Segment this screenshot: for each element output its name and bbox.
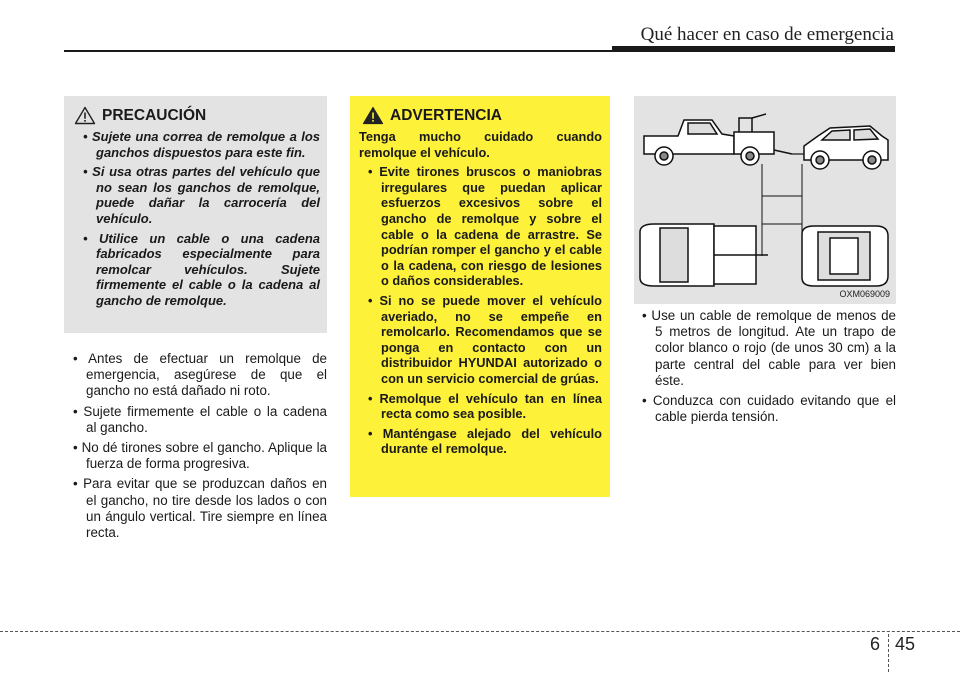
- header-rule: [64, 50, 614, 52]
- warning-triangle-icon: [362, 106, 384, 125]
- tow-truck-top: [640, 224, 768, 286]
- page-header-title: Qué hacer en caso de emergencia: [640, 24, 894, 45]
- caution-title: PRECAUCIÓN: [102, 106, 207, 124]
- caution-item: • Si usa otras partes del vehículo que no sean los ganchos de remolque, puede dañar la carrocería del vehículo.: [83, 164, 320, 226]
- warning-item: • Si no se puede mover el vehículo averiado, no se empeñe en remolcarlo. Recomendamos que se ponga en contacto con un distribuidor HYUNDAI autorizado o con un servicio comercial de grúas.: [368, 292, 602, 386]
- caution-item: • Sujete una correa de remolque a los ganchos dispuestos para este fin.: [83, 129, 320, 160]
- caution-triangle-icon: [74, 106, 96, 125]
- distance-marker: [762, 164, 802, 256]
- warning-box: [350, 96, 610, 497]
- chapter-number: 6: [870, 634, 881, 654]
- warning-item: • Manténgase alejado del vehículo durante el remolque.: [368, 425, 602, 457]
- list-item: • Conduzca con cuidado evitando que el cable pierda tensión.: [642, 393, 896, 425]
- caution-item: • Utilice un cable o una cadena fabricados especialmente para remolcar vehículos. Sujete firmemente el cable o la cadena al gancho de remolque.: [83, 230, 320, 308]
- list-item: • Sujete firmemente el cable o la cadena al gancho.: [73, 403, 327, 435]
- list-item: • No dé tirones sobre el gancho. Aplique la fuerza de forma progresiva.: [73, 440, 327, 472]
- caution-heading: [74, 106, 320, 125]
- list-item: • Para evitar que se produzcan daños en el gancho, no tire desde los lados o con un ángulo vertical. Tire siempre en línea recta.: [73, 476, 327, 541]
- warning-list: [359, 164, 602, 457]
- footer-separator: [888, 634, 889, 672]
- tow-truck-side: [644, 114, 792, 165]
- caution-box: [64, 96, 327, 333]
- warning-item: • Remolque el vehículo tan en línea recta como sea posible.: [368, 390, 602, 422]
- figure-code: OXM069009: [839, 289, 890, 299]
- warning-heading: [362, 106, 602, 125]
- towing-illustration: [634, 96, 896, 304]
- caution-list: [74, 129, 320, 309]
- warning-intro: Tenga mucho cuidado cuando remolque el vehículo.: [359, 129, 602, 160]
- right-bullet-list: [633, 308, 896, 429]
- warning-item: • Evite tirones bruscos o maniobras irregulares que puedan aplicar esfuerzos excesivos sobre el gancho de remolque y sobre el cable o la cadena de arrastre. Se podrían romper el gancho y el cable o la cadena, con riesgo de lesiones o daños considerables.: [368, 164, 602, 289]
- suv-top: [802, 226, 888, 286]
- footer-rule: [0, 631, 960, 632]
- warning-title: ADVERTENCIA: [390, 106, 502, 124]
- list-item: • Antes de efectuar un remolque de emergencia, asegúrese de que el gancho no está dañado ni roto.: [73, 351, 327, 399]
- left-bullet-list: [64, 351, 327, 545]
- suv-side: [804, 126, 888, 169]
- towing-diagram: [634, 96, 896, 304]
- page-number: 45: [895, 634, 916, 654]
- list-item: • Use un cable de remolque de menos de 5 metros de longitud. Ate un trapo de color blanco o rojo (de unos 30 cm) a la parte central del cable para ver bien éste.: [642, 308, 896, 388]
- header-bar: [612, 46, 895, 52]
